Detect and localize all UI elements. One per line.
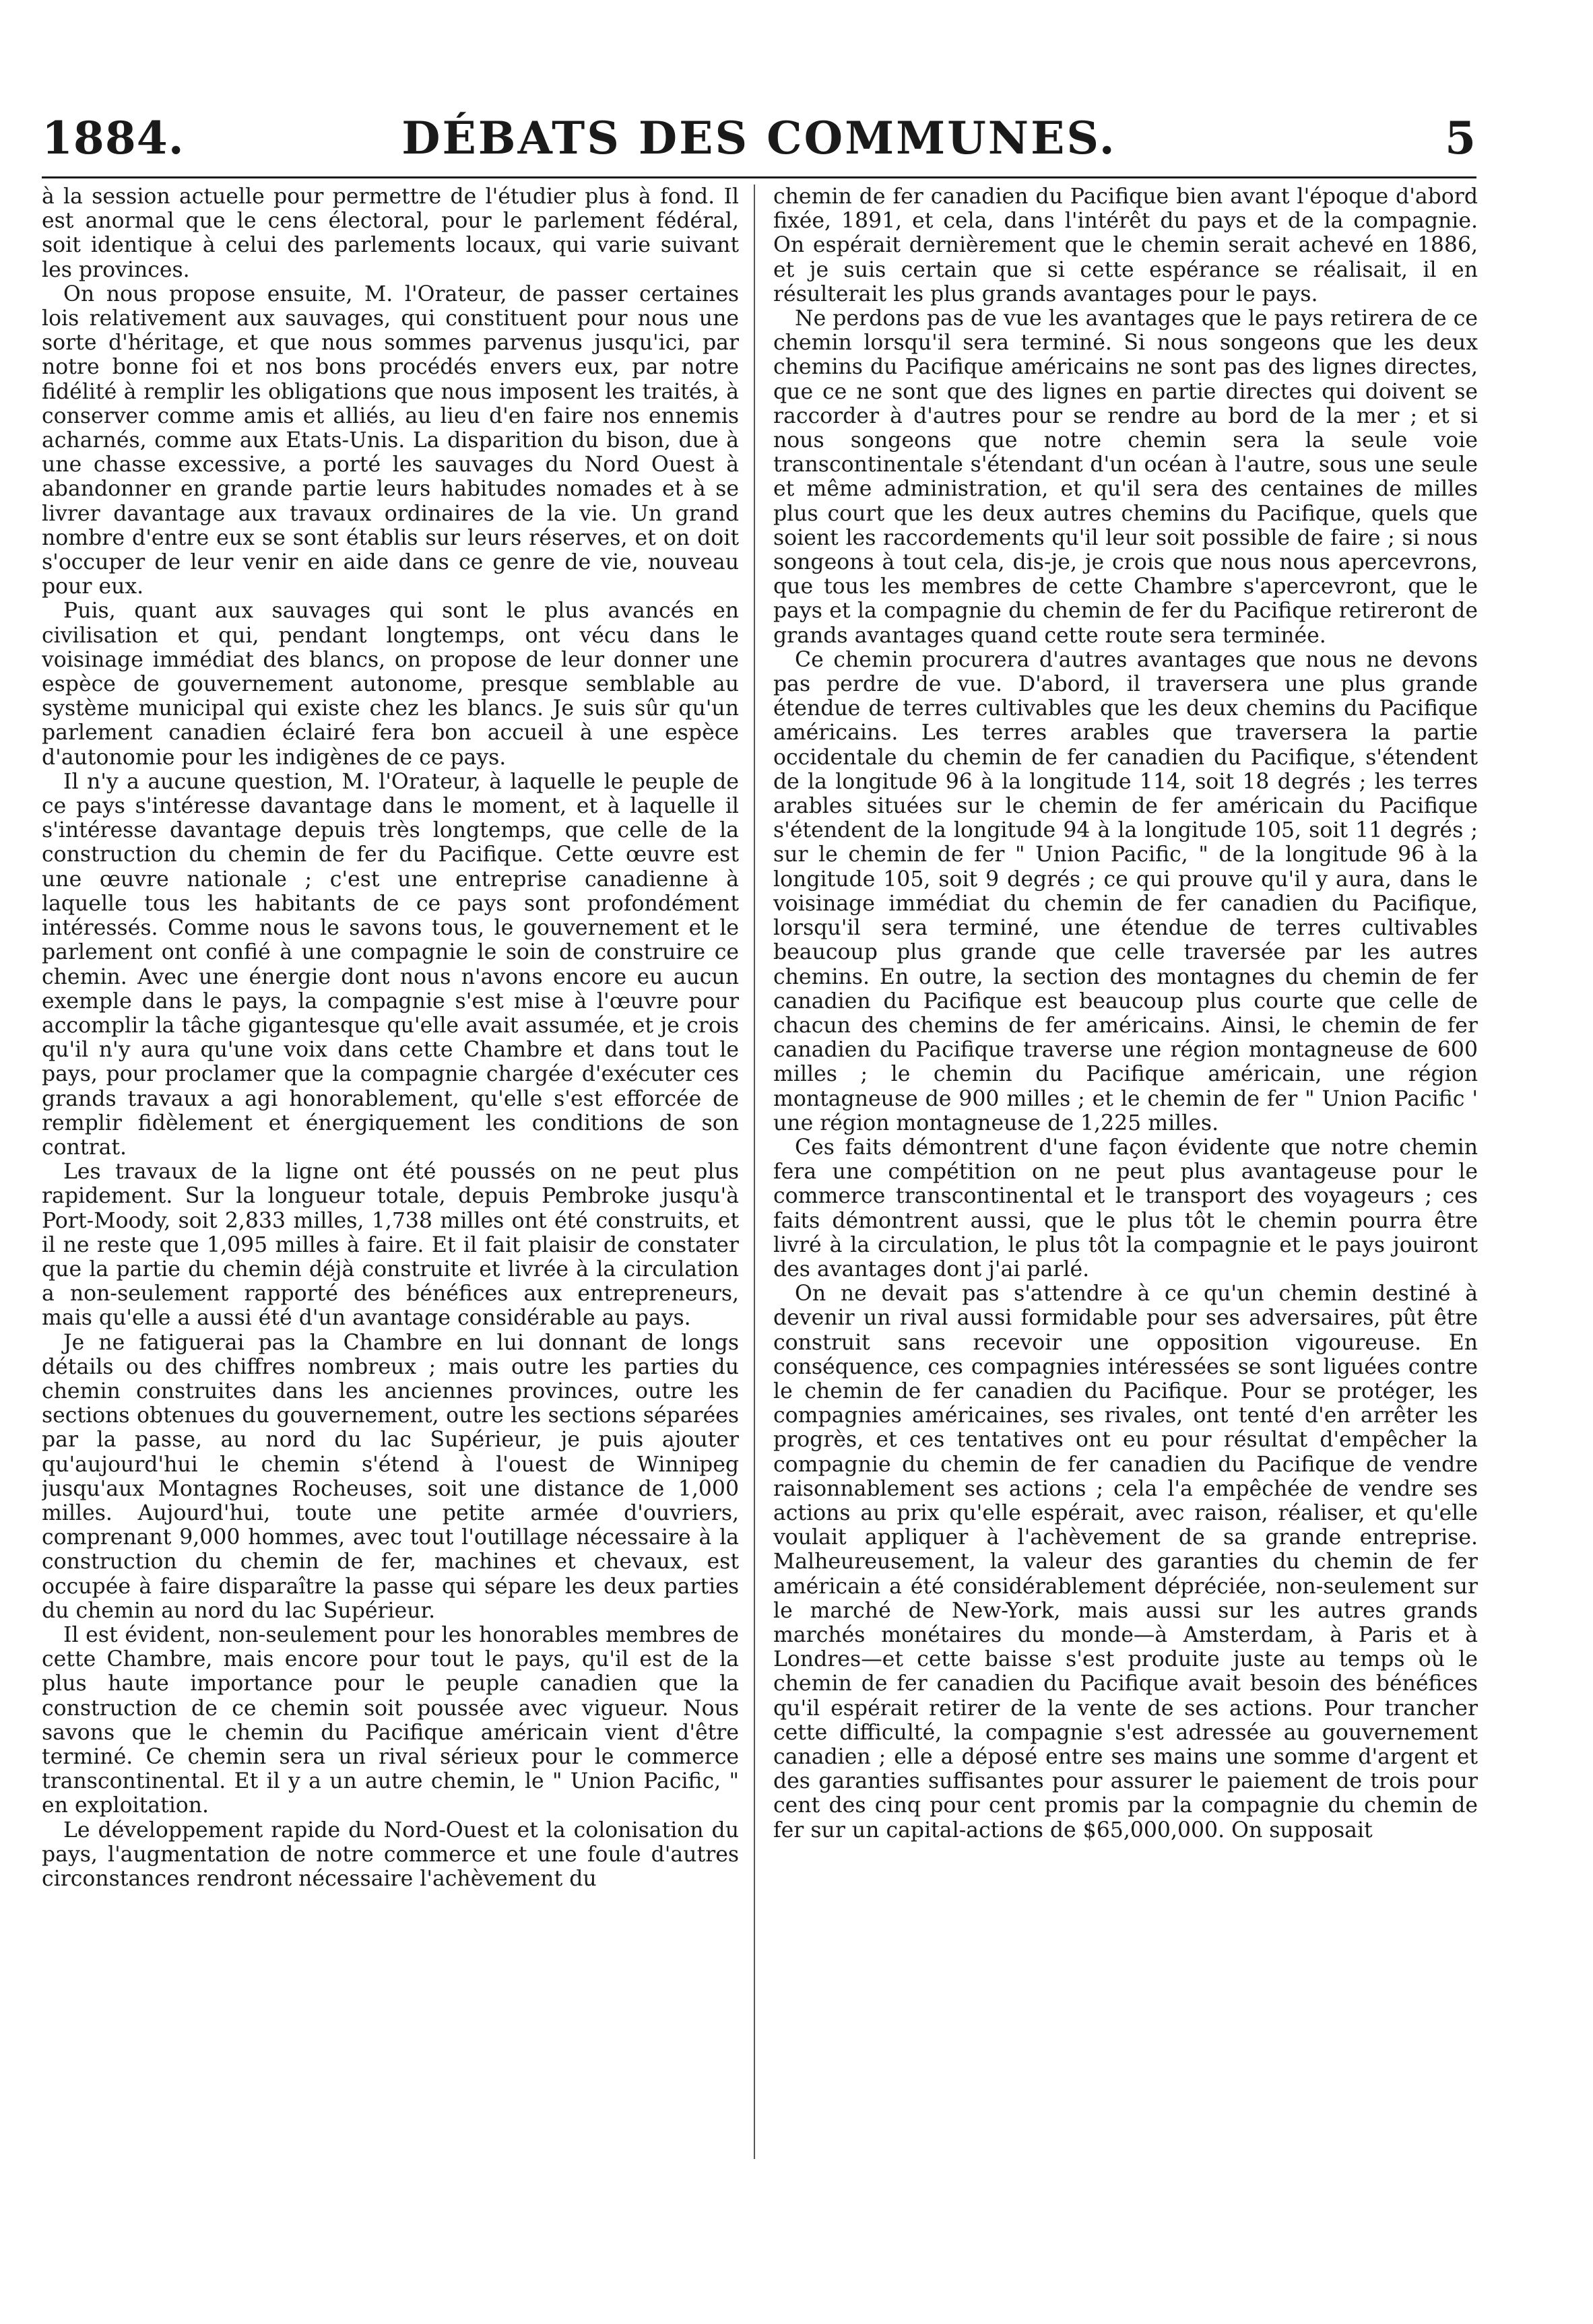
- header-year: 1884.: [42, 112, 185, 164]
- paragraph: On nous propose ensuite, M. l'Orateur, de passer certaines lois relativement aux sauvages, qui constituent pour nous une sorte d'héritage, et que nous sommes parvenus jusqu'ici, par notre bonne foi et nos bons procédés envers eux, par notre fidélité à remplir les obligations que nous imposent les traités, à conserver comme amis et alliés, au lieu d'en faire nos ennemis acharnés, comme aux Etats-Unis. La disparition du bison, due à une chasse excessive, a porté les sauvages du Nord Ouest à abandonner en grande partie leurs habitudes nomades et à se livrer davantage aux travaux ordinaires de la vie. Un grand nombre d'entre eux se sont établis sur leurs réserves, et on doit s'occuper de leur venir en aide dans ce genre de vie, nouveau pour eux.: [42, 281, 739, 599]
- header-rule: [42, 176, 1476, 178]
- paragraph: Ces faits démontrent d'une façon évidente que notre chemin fera une compétition on ne peut plus avantageuse pour le commerce transcontinental et le transport des voyageurs ; ces faits démontrent aussi, que le plus tôt le chemin pourra être livré à la circulation, le plus tôt la compagnie et le pays jouiront des avantages dont j'ai parlé.: [773, 1135, 1478, 1282]
- paragraph: Ce chemin procurera d'autres avantages que nous ne devons pas perdre de vue. D'abord, il traversera une plus grande étendue de terres cultivables que les deux chemins du Pacifique américains. Les terres arables que traversera la partie occidentale du chemin de fer canadien du Pacifique, s'étendent de la longitude 96 à la longitude 114, soit 18 degrés ; les terres arables situées sur le chemin de fer américain du Pacifique s'étendent de la longitude 94 à la longitude 105, soit 11 degrés ; sur le chemin de fer " Union Pacific, " de la longitude 96 à la longitude 105, soit 9 degrés ; ce qui prouve qu'il y aura, dans le voisinage immédiat du chemin de fer canadien du Pacifique, lorsqu'il sera terminé, une étendue de terres cultivables beaucoup plus grande que celle traversée par les autres chemins. En outre, la section des montagnes du chemin de fer canadien du Pacifique est beaucoup plus courte que celle de chacun des chemins de fer américains. Ainsi, le chemin de fer canadien du Pacifique traverse une région montagneuse de 600 milles ; le chemin du Pacifique américain, une région montagneuse de 900 milles ; et le chemin de fer " Union Pacific ' une région montagneuse de 1,225 milles.: [773, 647, 1478, 1135]
- column-divider: [754, 185, 755, 2159]
- paragraph: chemin de fer canadien du Pacifique bien avant l'époque d'abord fixée, 1891, et cela, dans l'intérêt du pays et de la compagnie. On espérait dernièrement que le chemin serait achevé en 1886, et je suis certain que si cette espérance se réalisait, il en résulterait les plus grands avantages pour le pays.: [773, 185, 1478, 306]
- header-title: DÉBATS DES COMMUNES.: [401, 112, 1117, 164]
- paragraph: Il est évident, non-seulement pour les honorables membres de cette Chambre, mais encore pour tout le pays, qu'il est de la plus haute importance pour le peuple canadien que la construction de ce chemin soit poussée avec vigueur. Nous savons que le chemin du Pacifique américain vient d'être terminé. Ce chemin sera un rival sérieux pour le commerce transcontinental. Et il y a un autre chemin, le " Union Pacific, " en exploitation.: [42, 1622, 739, 1818]
- paragraph: Puis, quant aux sauvages qui sont le plus avancés en civilisation et qui, pendant longtemps, ont vécu dans le voisinage immédiat des blancs, on propose de leur donner une espèce de gouvernement autonome, presque semblable au système municipal qui existe chez les blancs. Je suis sûr qu'un parlement canadien éclairé fera bon accueil à une espèce d'autonomie pour les indigènes de ce pays.: [42, 599, 739, 770]
- running-head: [42, 101, 1476, 175]
- paragraph: Il n'y a aucune question, M. l'Orateur, à laquelle le peuple de ce pays s'intéresse davantage dans le moment, et à laquelle il s'intéresse davantage depuis très longtemps, que celle de la construction du chemin de fer du Pacifique. Cette œuvre est une œuvre nationale ; c'est une entreprise canadienne à laquelle tous les habitants de ce pays sont profondément intéressés. Comme nous le savons tous, le gouvernement et le parlement ont confié à une compagnie le soin de construire ce chemin. Avec une énergie dont nous n'avons encore eu aucun exemple dans le pays, la compagnie s'est mise à l'œuvre pour accomplir la tâche gigantesque qu'elle avait assumée, et je crois qu'il n'y aura qu'une voix dans cette Chambre et dans tout le pays, pour proclamer que la compagnie chargée d'exécuter ces grands travaux a agi honorablement, qu'elle s'est efforcée de remplir fidèlement et énergiquement les conditions de son contrat.: [42, 769, 739, 1160]
- paragraph: Je ne fatiguerai pas la Chambre en lui donnant de longs détails ou des chiffres nombreux ; mais outre les parties du chemin construites dans les anciennes provinces, outre les sections obtenues du gouvernement, outre les sections séparées par la passe, au nord du lac Supérieur, je puis ajouter qu'aujourd'hui le chemin s'étend à l'ouest de Winnipeg jusqu'aux Montagnes Rocheuses, soit une distance de 1,000 milles. Aujourd'hui, toute une petite armée d'ouvriers, comprenant 9,000 hommes, avec tout l'outillage nécessaire à la construction du chemin de fer, machines et chevaux, est occupée à faire disparaître la passe qui sépare les deux parties du chemin au nord du lac Supérieur.: [42, 1330, 739, 1623]
- paragraph: Les travaux de la ligne ont été poussés on ne peut plus rapidement. Sur la longueur totale, depuis Pembroke jusqu'à Port-Moody, soit 2,833 milles, 1,738 milles ont été construits, et il ne reste que 1,095 milles à faire. Et il fait plaisir de constater que la partie du chemin déjà construite et livrée à la circulation a non-seulement rapporté des bénéfices aux entrepreneurs, mais qu'elle a aussi été d'un avantage considérable au pays.: [42, 1160, 739, 1331]
- paragraph: à la session actuelle pour permettre de l'étudier plus à fond. Il est anormal que le cens électoral, pour le parlement fédéral, soit identique à celui des parlements locaux, qui varie suivant les provinces.: [42, 185, 739, 282]
- paragraph: On ne devait pas s'attendre à ce qu'un chemin destiné à devenir un rival aussi formidable pour ses adversaires, pût être construit sans recevoir une opposition vigoureuse. En conséquence, ces compagnies intéressées se sont liguées contre le chemin de fer canadien du Pacifique. Pour se protéger, les compagnies américaines, ses rivales, ont tenté d'en arrêter les progrès, et ces tentatives ont eu pour résultat d'empêcher la compagnie du chemin de fer canadien du Pacifique de vendre raisonnablement ses actions ; cela l'a empêchée de vendre ses actions au prix qu'elle espérait, avec raison, réaliser, et qu'elle voulait appliquer à l'achèvement de sa grande entreprise. Malheureusement, la valeur des garanties du chemin de fer américain a été considérablement dépréciée, non-seulement sur le marché de New-York, mais aussi sur les autres grands marchés monétaires du monde—à Amsterdam, à Paris et à Londres—et cette baisse s'est produite juste au temps où le chemin de fer canadien du Pacifique avait besoin des bénéfices qu'il espérait retirer de la vente de ses actions. Pour trancher cette difficulté, la compagnie s'est adressée au gouvernement canadien ; elle a déposé entre ses mains une somme d'argent et des garanties suffisantes pour assurer le paiement de trois pour cent des cinq pour cent promis par la compagnie du chemin de fer sur un capital-actions de $65,000,000. On supposait: [773, 1282, 1478, 1842]
- paragraph: Le développement rapide du Nord-Ouest et la colonisation du pays, l'augmentation de notre commerce et une foule d'autres circonstances rendront nécessaire l'achèvement du: [42, 1818, 739, 1892]
- left-column: [42, 185, 739, 2159]
- right-column: [773, 185, 1478, 2159]
- page-number: 5: [1445, 112, 1476, 164]
- paragraph: Ne perdons pas de vue les avantages que le pays retirera de ce chemin lorsqu'il sera terminé. Si nous songeons que les deux chemins du Pacifique américains ne sont pas des lignes directes, que ce ne sont que des lignes en partie directes qui doivent se raccorder à d'autres pour se rendre au bord de la mer ; et si nous songeons que notre chemin sera la seule voie transcontinentale s'étendant d'un océan à l'autre, sous une seule et même administration, et qu'il sera des centaines de milles plus court que les deux autres chemins du Pacifique, quels que soient les raccordements qu'il leur soit possible de faire ; si nous songeons à tout cela, dis-je, je crois que nous nous apercevrons, que tous les membres de cette Chambre s'apercevront, que le pays et la compagnie du chemin de fer du Pacifique retireront de grands avantages quand cette route sera terminée.: [773, 306, 1478, 648]
